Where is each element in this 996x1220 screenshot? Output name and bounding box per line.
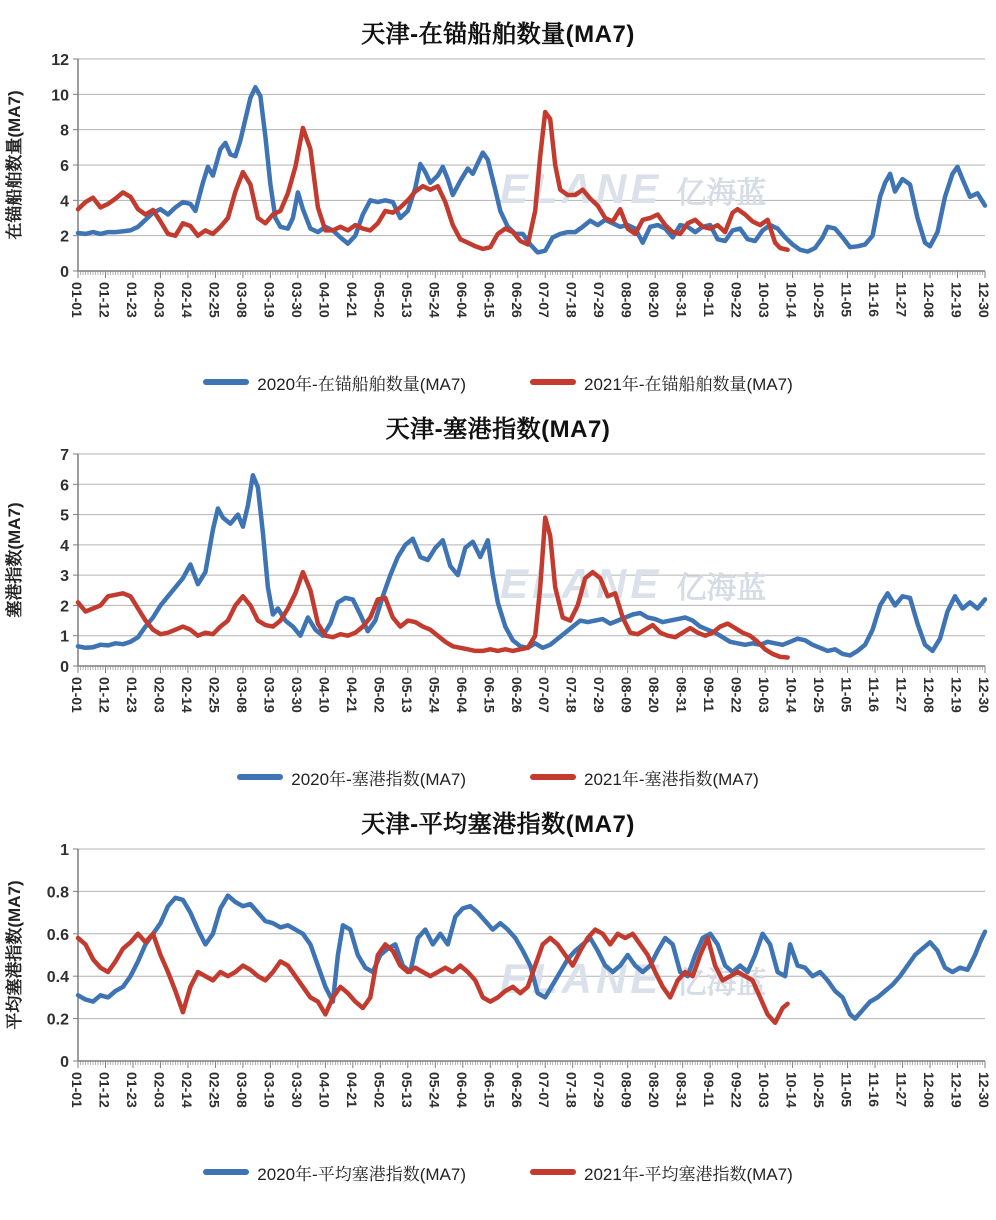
x-tick-label: 02-14 — [178, 1072, 195, 1108]
x-tick-label: 06-26 — [508, 677, 525, 713]
x-tick-label: 10-14 — [783, 677, 800, 713]
x-tick-label: 05-13 — [398, 677, 415, 713]
x-tick-label: 06-26 — [508, 1072, 525, 1108]
x-tick-label: 05-24 — [426, 1072, 443, 1108]
x-tick-label: 05-24 — [426, 677, 443, 713]
watermark: ELANE 亿海蓝 — [500, 955, 767, 1003]
x-tick-label: 05-02 — [371, 1072, 388, 1108]
x-tick-label: 08-31 — [673, 1072, 690, 1108]
legend-label-2020: 2020年-在锚船舶数量(MA7) — [257, 374, 466, 394]
x-tick-label: 02-14 — [178, 282, 195, 318]
legend-item-2021 — [530, 1160, 793, 1185]
x-tick-label: 04-10 — [316, 282, 333, 318]
chart-legend — [0, 1155, 996, 1189]
x-tick-label: 01-12 — [96, 677, 113, 713]
legend-item-2020 — [203, 1160, 466, 1185]
x-tick-label: 01-01 — [69, 1072, 85, 1108]
chart-congestion-index — [0, 409, 996, 794]
legend-swatch-2020-line — [237, 774, 283, 780]
x-tick-label: 02-03 — [151, 677, 168, 713]
x-tick-label: 01-12 — [96, 1072, 113, 1108]
y-tick-label: 1 — [60, 842, 69, 859]
x-tick-label: 03-30 — [288, 1072, 305, 1108]
x-tick-label: 04-21 — [343, 282, 360, 318]
chart-title: 天津-塞港指数(MA7) — [385, 416, 611, 443]
x-tick-label: 12-08 — [921, 677, 938, 713]
y-axis-title: 平均塞港指数(MA7) — [5, 880, 24, 1030]
x-tick-label: 06-15 — [481, 1072, 498, 1108]
legend-label-2020: 2020年-平均塞港指数(MA7) — [257, 1164, 466, 1184]
x-tick-label: 05-24 — [426, 282, 443, 318]
x-tick-label: 05-02 — [371, 677, 388, 713]
x-tick-label: 01-01 — [69, 282, 85, 318]
x-tick-label: 03-08 — [233, 282, 250, 318]
x-tick-label: 04-10 — [316, 1072, 333, 1108]
y-tick-label: 4 — [60, 537, 69, 555]
x-tick-label: 03-08 — [233, 677, 250, 713]
x-tick-label: 10-25 — [811, 1072, 828, 1108]
y-tick-label: 0.6 — [46, 926, 69, 944]
x-tick-label: 01-12 — [96, 282, 113, 318]
x-tick-label: 05-02 — [371, 282, 388, 318]
x-tick-label: 09-11 — [701, 677, 718, 713]
x-tick-label: 06-04 — [453, 1072, 470, 1108]
legend-swatch-2021-line — [530, 774, 576, 780]
x-tick-label: 05-13 — [398, 282, 415, 318]
y-tick-label: 0 — [60, 264, 69, 281]
y-tick-label: 0.2 — [46, 1011, 69, 1029]
x-tick-label: 02-25 — [206, 677, 223, 713]
x-tick-label: 06-04 — [453, 282, 470, 318]
x-tick-label: 07-29 — [591, 282, 608, 318]
x-tick-label: 10-03 — [756, 677, 773, 713]
x-tick-label: 09-11 — [701, 282, 718, 318]
x-tick-label: 04-21 — [343, 677, 360, 713]
x-tick-label: 11-05 — [838, 1072, 855, 1108]
x-tick-label: 03-19 — [261, 282, 278, 318]
x-tick-label: 10-14 — [783, 1072, 800, 1108]
x-tick-label: 06-04 — [453, 677, 470, 713]
watermark: ELANE 亿海蓝 — [500, 560, 767, 608]
x-tick-label: 11-27 — [893, 1072, 910, 1108]
x-tick-label: 11-05 — [838, 282, 855, 318]
y-tick-label: 0 — [60, 659, 69, 676]
y-tick-label: 4 — [60, 193, 69, 211]
x-tick-label: 02-14 — [178, 677, 195, 713]
chart-plot-anchored-vessel-count — [0, 49, 996, 363]
x-tick-label: 11-16 — [866, 282, 883, 318]
x-tick-label: 08-09 — [618, 1072, 635, 1108]
y-tick-label: 3 — [60, 568, 69, 586]
legend-label-2020: 2020年-塞港指数(MA7) — [291, 769, 466, 789]
legend-item-2021 — [530, 370, 793, 395]
x-tick-label: 01-23 — [123, 1072, 140, 1108]
x-tick-label: 03-19 — [261, 1072, 278, 1108]
y-tick-label: 1 — [60, 628, 69, 646]
x-tick-label: 10-25 — [811, 282, 828, 318]
x-tick-label: 01-23 — [123, 282, 140, 318]
y-axis-title: 在锚船舶数量(MA7) — [5, 90, 24, 240]
x-tick-label: 08-09 — [618, 677, 635, 713]
y-tick-label: 2 — [60, 228, 69, 246]
x-tick-label: 07-07 — [536, 677, 553, 713]
x-tick-label: 11-27 — [893, 677, 910, 713]
x-tick-label: 03-19 — [261, 677, 278, 713]
x-tick-label: 11-16 — [866, 677, 883, 713]
y-tick-label: 5 — [60, 507, 69, 525]
x-tick-label: 07-07 — [536, 282, 553, 318]
legend-item-2021 — [530, 765, 759, 790]
x-tick-label: 11-27 — [893, 282, 910, 318]
x-tick-label: 12-30 — [976, 282, 992, 318]
legend-item-2020 — [203, 370, 466, 395]
x-tick-label: 12-30 — [976, 1072, 992, 1108]
y-tick-label: 8 — [60, 122, 69, 140]
x-tick-label: 08-31 — [673, 282, 690, 318]
x-tick-label: 02-03 — [151, 282, 168, 318]
x-tick-label: 12-08 — [921, 1072, 938, 1108]
y-tick-label: 0 — [60, 1054, 69, 1071]
chart-legend — [0, 760, 996, 794]
x-tick-label: 02-25 — [206, 1072, 223, 1108]
x-tick-label: 03-30 — [288, 677, 305, 713]
x-tick-label: 05-13 — [398, 1072, 415, 1108]
chart-plot-congestion-index — [0, 444, 996, 758]
x-tick-label: 06-15 — [481, 677, 498, 713]
chart-title: 天津-平均塞港指数(MA7) — [361, 811, 635, 838]
legend-item-2020 — [237, 765, 466, 790]
x-tick-label: 01-01 — [69, 677, 85, 713]
x-tick-label: 10-25 — [811, 677, 828, 713]
x-tick-label: 04-10 — [316, 677, 333, 713]
x-tick-label: 08-09 — [618, 282, 635, 318]
chart-average-congestion-index — [0, 804, 996, 1189]
legend-label-2021: 2021年-平均塞港指数(MA7) — [584, 1164, 793, 1184]
chart-title: 天津-在锚船舶数量(MA7) — [361, 21, 635, 48]
x-tick-label: 12-08 — [921, 282, 938, 318]
chart-legend — [0, 365, 996, 399]
legend-label-2021: 2021年-在锚船舶数量(MA7) — [584, 374, 793, 394]
x-tick-label: 06-26 — [508, 282, 525, 318]
x-tick-label: 02-03 — [151, 1072, 168, 1108]
y-tick-label: 0.4 — [46, 969, 69, 987]
x-tick-label: 06-15 — [481, 282, 498, 318]
x-tick-label: 11-16 — [866, 1072, 883, 1108]
y-tick-label: 6 — [60, 477, 69, 495]
x-tick-label: 03-30 — [288, 282, 305, 318]
legend-swatch-2021-line — [530, 1169, 576, 1175]
x-tick-label: 07-18 — [563, 677, 580, 713]
x-tick-label: 12-19 — [948, 282, 965, 318]
x-tick-label: 12-19 — [948, 677, 965, 713]
x-tick-label: 03-08 — [233, 1072, 250, 1108]
legend-swatch-2021-line — [530, 379, 576, 385]
legend-label-2021: 2021年-塞港指数(MA7) — [584, 769, 759, 789]
chart-anchored-vessel-count — [0, 14, 996, 399]
x-tick-label: 01-23 — [123, 677, 140, 713]
x-tick-label: 08-31 — [673, 677, 690, 713]
y-tick-label: 7 — [60, 447, 69, 464]
x-tick-label: 10-03 — [756, 282, 773, 318]
y-tick-label: 12 — [51, 52, 69, 69]
x-tick-label: 09-22 — [728, 677, 745, 713]
x-tick-label: 11-05 — [838, 677, 855, 713]
y-tick-label: 10 — [51, 87, 69, 105]
x-tick-label: 07-29 — [591, 677, 608, 713]
x-tick-label: 10-14 — [783, 282, 800, 318]
x-tick-label: 08-20 — [646, 1072, 663, 1108]
x-tick-label: 04-21 — [343, 1072, 360, 1108]
legend-swatch-2020-line — [203, 379, 249, 385]
x-tick-label: 02-25 — [206, 282, 223, 318]
legend-swatch-2020-line — [203, 1169, 249, 1175]
x-tick-label: 12-19 — [948, 1072, 965, 1108]
y-tick-label: 0.8 — [46, 884, 69, 902]
x-tick-label: 07-18 — [563, 282, 580, 318]
y-tick-label: 2 — [60, 598, 69, 616]
chart-plot-average-congestion-index — [0, 839, 996, 1153]
x-tick-label: 08-20 — [646, 677, 663, 713]
x-tick-label: 09-11 — [701, 1072, 718, 1108]
x-tick-label: 09-22 — [728, 282, 745, 318]
x-tick-label: 07-07 — [536, 1072, 553, 1108]
x-tick-label: 07-29 — [591, 1072, 608, 1108]
y-axis-title: 塞港指数(MA7) — [5, 502, 24, 618]
y-tick-label: 6 — [60, 158, 69, 175]
x-tick-label: 07-18 — [563, 1072, 580, 1108]
watermark: ELANE 亿海蓝 — [500, 165, 767, 213]
x-tick-label: 12-30 — [976, 677, 992, 713]
x-tick-label: 08-20 — [646, 282, 663, 318]
x-tick-label: 09-22 — [728, 1072, 745, 1108]
x-tick-label: 10-03 — [756, 1072, 773, 1108]
